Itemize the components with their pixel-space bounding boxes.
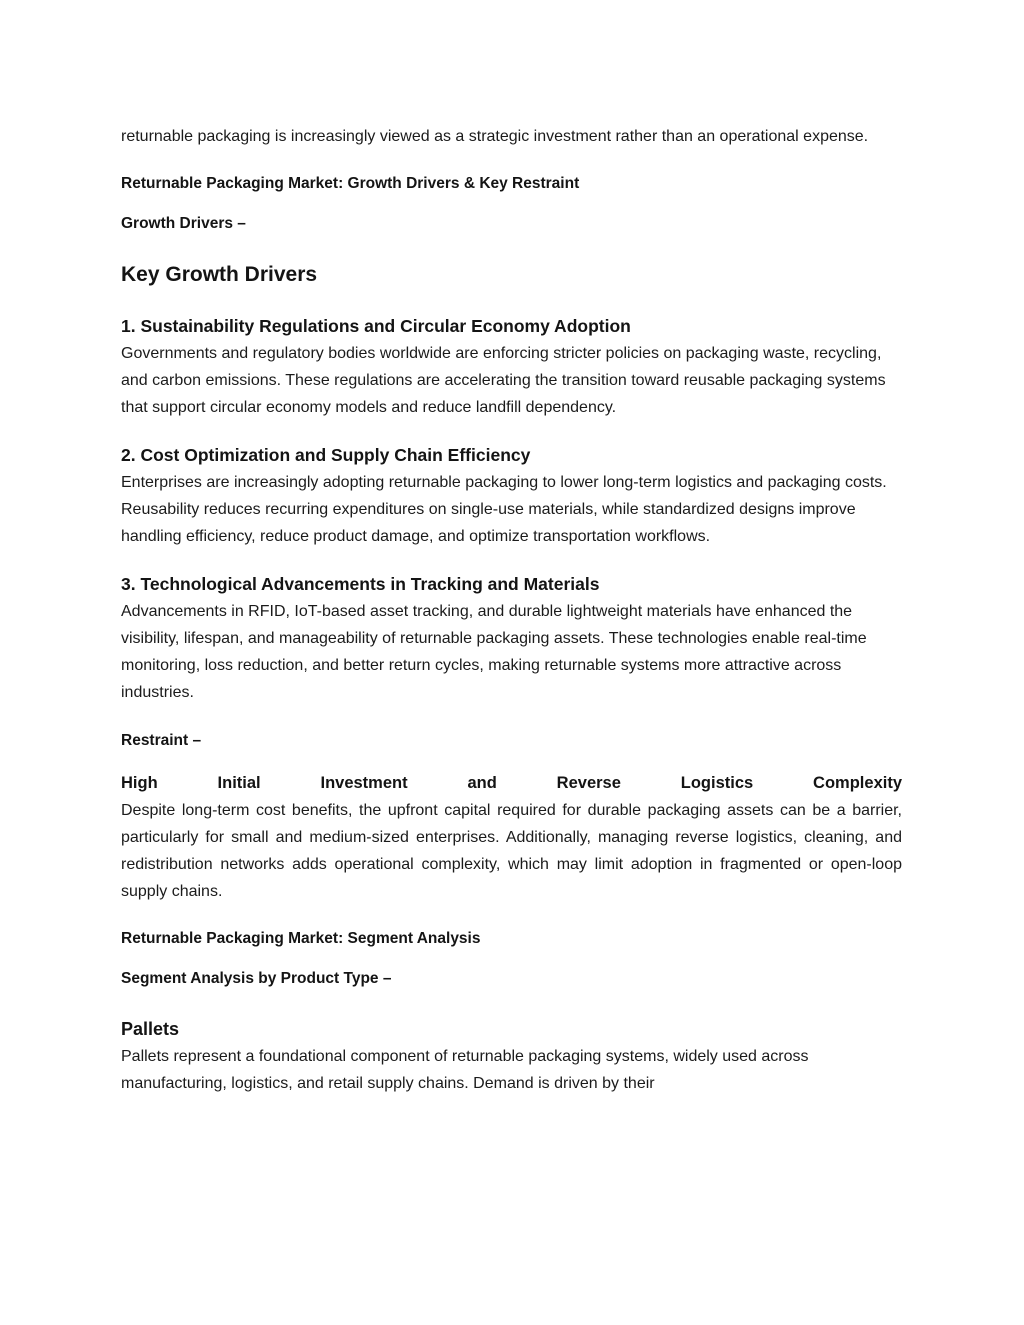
driver-block-3 — [121, 571, 902, 706]
driver-block-1 — [121, 313, 902, 421]
segment-by-product-label: Segment Analysis by Product Type – — [121, 970, 392, 987]
driver-2-heading: 2. Cost Optimization and Supply Chain Efficiency — [121, 445, 531, 465]
driver-3-body: Advancements in RFID, IoT-based asset tracking, and durable lightweight materials have enhanced the visibility, lifespan, and manageability of returnable packaging assets. These technologies enable real-time monitoring, loss reduction, and better return cycles, making returnable systems more attractive across industries. — [121, 603, 867, 701]
growth-drivers-restraint-heading: Returnable Packaging Market: Growth Drivers & Key Restraint — [121, 175, 580, 192]
pallets-body: Pallets represent a foundational component of returnable packaging systems, widely used across manufacturing, logistics, and retail supply chains. Demand is driven by their — [121, 1048, 809, 1092]
driver-2-body: Enterprises are increasingly adopting returnable packaging to lower long-term logistics and packaging costs. Reusability reduces recurring expenditures on single-use materials, while standardized designs improve handling efficiency, reduce product damage, and optimize transportation workflows. — [121, 474, 887, 545]
intro-paragraph: returnable packaging is increasingly viewed as a strategic investment rather than an operational expense. — [121, 128, 869, 145]
pallets-title: Pallets — [121, 1019, 180, 1039]
driver-3-heading: 3. Technological Advancements in Tracking and Materials — [121, 574, 600, 594]
restraint-label: Restraint – — [121, 732, 202, 749]
restraint-body: Despite long-term cost benefits, the upfront capital required for durable packaging assets can be a barrier, particularly for small and medium-sized enterprises. Additionally, managing reverse logistics, cleaning, and redistribution networks adds operational complexity, which may limit adoption in fragmented or open-loop supply chains. — [121, 802, 902, 900]
restraint-block — [121, 770, 902, 905]
driver-1-heading: 1. Sustainability Regulations and Circular Economy Adoption — [121, 316, 631, 336]
key-growth-drivers-title: Key Growth Drivers — [121, 263, 318, 286]
pallets-block — [121, 1016, 902, 1097]
driver-block-2 — [121, 442, 902, 550]
restraint-heading: High Initial Investment and Reverse Logistics Complexity — [121, 774, 902, 792]
driver-1-body: Governments and regulatory bodies worldwide are enforcing stricter policies on packaging waste, recycling, and carbon emissions. These regulations are accelerating the transition toward reusable packaging systems that support circular economy models and reduce landfill dependency. — [121, 345, 886, 416]
segment-analysis-heading: Returnable Packaging Market: Segment Analysis — [121, 930, 481, 947]
growth-drivers-label: Growth Drivers – — [121, 215, 246, 232]
